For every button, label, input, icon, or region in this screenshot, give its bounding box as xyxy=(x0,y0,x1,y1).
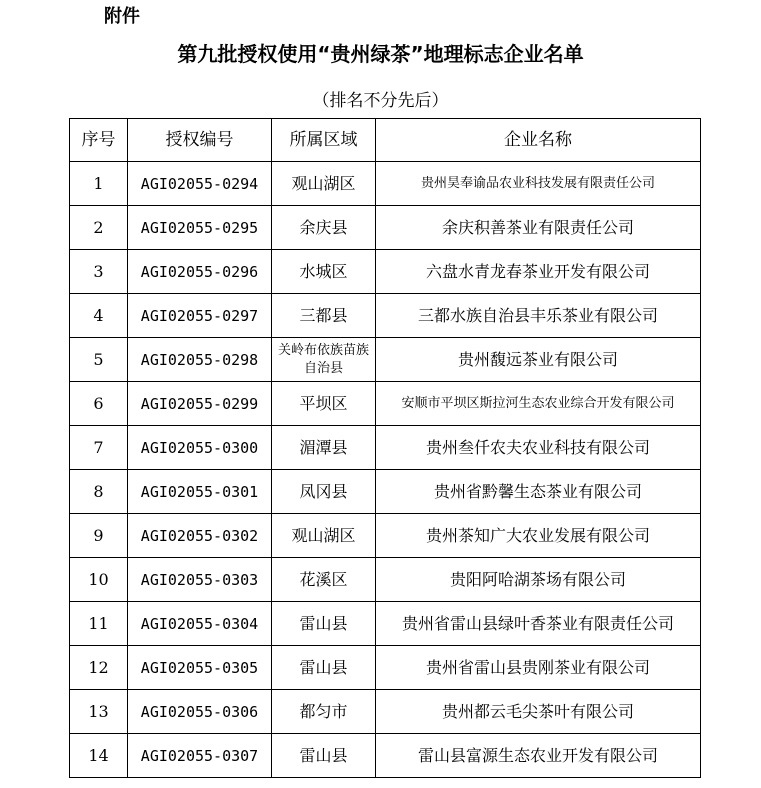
cell-company: 贵州馥远茶业有限公司 xyxy=(376,338,701,382)
cell-code: AGI02055-0299 xyxy=(128,382,272,426)
cell-region: 水城区 xyxy=(272,250,376,294)
cell-region: 雷山县 xyxy=(272,646,376,690)
cell-code: AGI02055-0301 xyxy=(128,470,272,514)
table-row xyxy=(70,338,701,382)
cell-company: 贵州茶知广大农业发展有限公司 xyxy=(376,514,701,558)
cell-code: AGI02055-0298 xyxy=(128,338,272,382)
cell-no: 12 xyxy=(70,646,128,690)
table-row xyxy=(70,602,701,646)
table-row xyxy=(70,734,701,778)
cell-code: AGI02055-0302 xyxy=(128,514,272,558)
cell-no: 8 xyxy=(70,470,128,514)
table-row xyxy=(70,162,701,206)
cell-company: 贵州都云毛尖茶叶有限公司 xyxy=(376,690,701,734)
cell-no: 10 xyxy=(70,558,128,602)
cell-region: 雷山县 xyxy=(272,734,376,778)
document-title: 第九批授权使用“贵州绿茶”地理标志企业名单 xyxy=(177,42,584,66)
cell-company: 贵阳阿哈湖茶场有限公司 xyxy=(376,558,701,602)
cell-code: AGI02055-0295 xyxy=(128,206,272,250)
cell-company: 六盘水青龙春茶业开发有限公司 xyxy=(376,250,701,294)
table-row xyxy=(70,426,701,470)
table-row xyxy=(70,514,701,558)
attachment-label: 附件 xyxy=(104,6,140,27)
cell-region: 观山湖区 xyxy=(272,162,376,206)
header-region: 所属区域 xyxy=(272,119,376,162)
cell-region: 观山湖区 xyxy=(272,514,376,558)
cell-no: 6 xyxy=(70,382,128,426)
table-header-row xyxy=(70,119,701,162)
cell-region: 三都县 xyxy=(272,294,376,338)
cell-region: 湄潭县 xyxy=(272,426,376,470)
cell-no: 13 xyxy=(70,690,128,734)
cell-no: 2 xyxy=(70,206,128,250)
cell-code: AGI02055-0305 xyxy=(128,646,272,690)
cell-no: 9 xyxy=(70,514,128,558)
cell-no: 14 xyxy=(70,734,128,778)
cell-company: 三都水族自治县丰乐茶业有限公司 xyxy=(376,294,701,338)
cell-code: AGI02055-0303 xyxy=(128,558,272,602)
cell-no: 7 xyxy=(70,426,128,470)
cell-region: 余庆县 xyxy=(272,206,376,250)
cell-code: AGI02055-0304 xyxy=(128,602,272,646)
cell-no: 5 xyxy=(70,338,128,382)
table-row xyxy=(70,470,701,514)
cell-region: 凤冈县 xyxy=(272,470,376,514)
cell-no: 11 xyxy=(70,602,128,646)
cell-company: 雷山县富源生态农业开发有限公司 xyxy=(376,734,701,778)
cell-region: 平坝区 xyxy=(272,382,376,426)
cell-code: AGI02055-0297 xyxy=(128,294,272,338)
cell-company: 贵州省雷山县绿叶香茶业有限责任公司 xyxy=(376,602,701,646)
cell-region: 都匀市 xyxy=(272,690,376,734)
table-row xyxy=(70,690,701,734)
cell-company: 安顺市平坝区斯拉河生态农业综合开发有限公司 xyxy=(376,382,701,426)
cell-no: 1 xyxy=(70,162,128,206)
cell-code: AGI02055-0300 xyxy=(128,426,272,470)
cell-region: 雷山县 xyxy=(272,602,376,646)
cell-company: 贵州省黔馨生态茶业有限公司 xyxy=(376,470,701,514)
table-row xyxy=(70,646,701,690)
cell-company: 贵州叁仟农夫农业科技有限公司 xyxy=(376,426,701,470)
cell-no: 4 xyxy=(70,294,128,338)
table-row xyxy=(70,294,701,338)
table-row xyxy=(70,558,701,602)
cell-code: AGI02055-0306 xyxy=(128,690,272,734)
table-row xyxy=(70,206,701,250)
cell-company: 余庆积善茶业有限责任公司 xyxy=(376,206,701,250)
cell-code: AGI02055-0296 xyxy=(128,250,272,294)
cell-no: 3 xyxy=(70,250,128,294)
cell-code: AGI02055-0307 xyxy=(128,734,272,778)
header-no: 序号 xyxy=(70,119,128,162)
cell-region: 关岭布依族苗族自治县 xyxy=(272,338,376,382)
table-row xyxy=(70,250,701,294)
cell-region: 花溪区 xyxy=(272,558,376,602)
cell-code: AGI02055-0294 xyxy=(128,162,272,206)
enterprise-table xyxy=(69,118,701,778)
header-company: 企业名称 xyxy=(376,119,701,162)
cell-company: 贵州昊奉谕品农业科技发展有限责任公司 xyxy=(376,162,701,206)
table-row xyxy=(70,382,701,426)
header-code: 授权编号 xyxy=(128,119,272,162)
document-subtitle: （排名不分先后） xyxy=(312,91,449,111)
cell-company: 贵州省雷山县贵刚茶业有限公司 xyxy=(376,646,701,690)
